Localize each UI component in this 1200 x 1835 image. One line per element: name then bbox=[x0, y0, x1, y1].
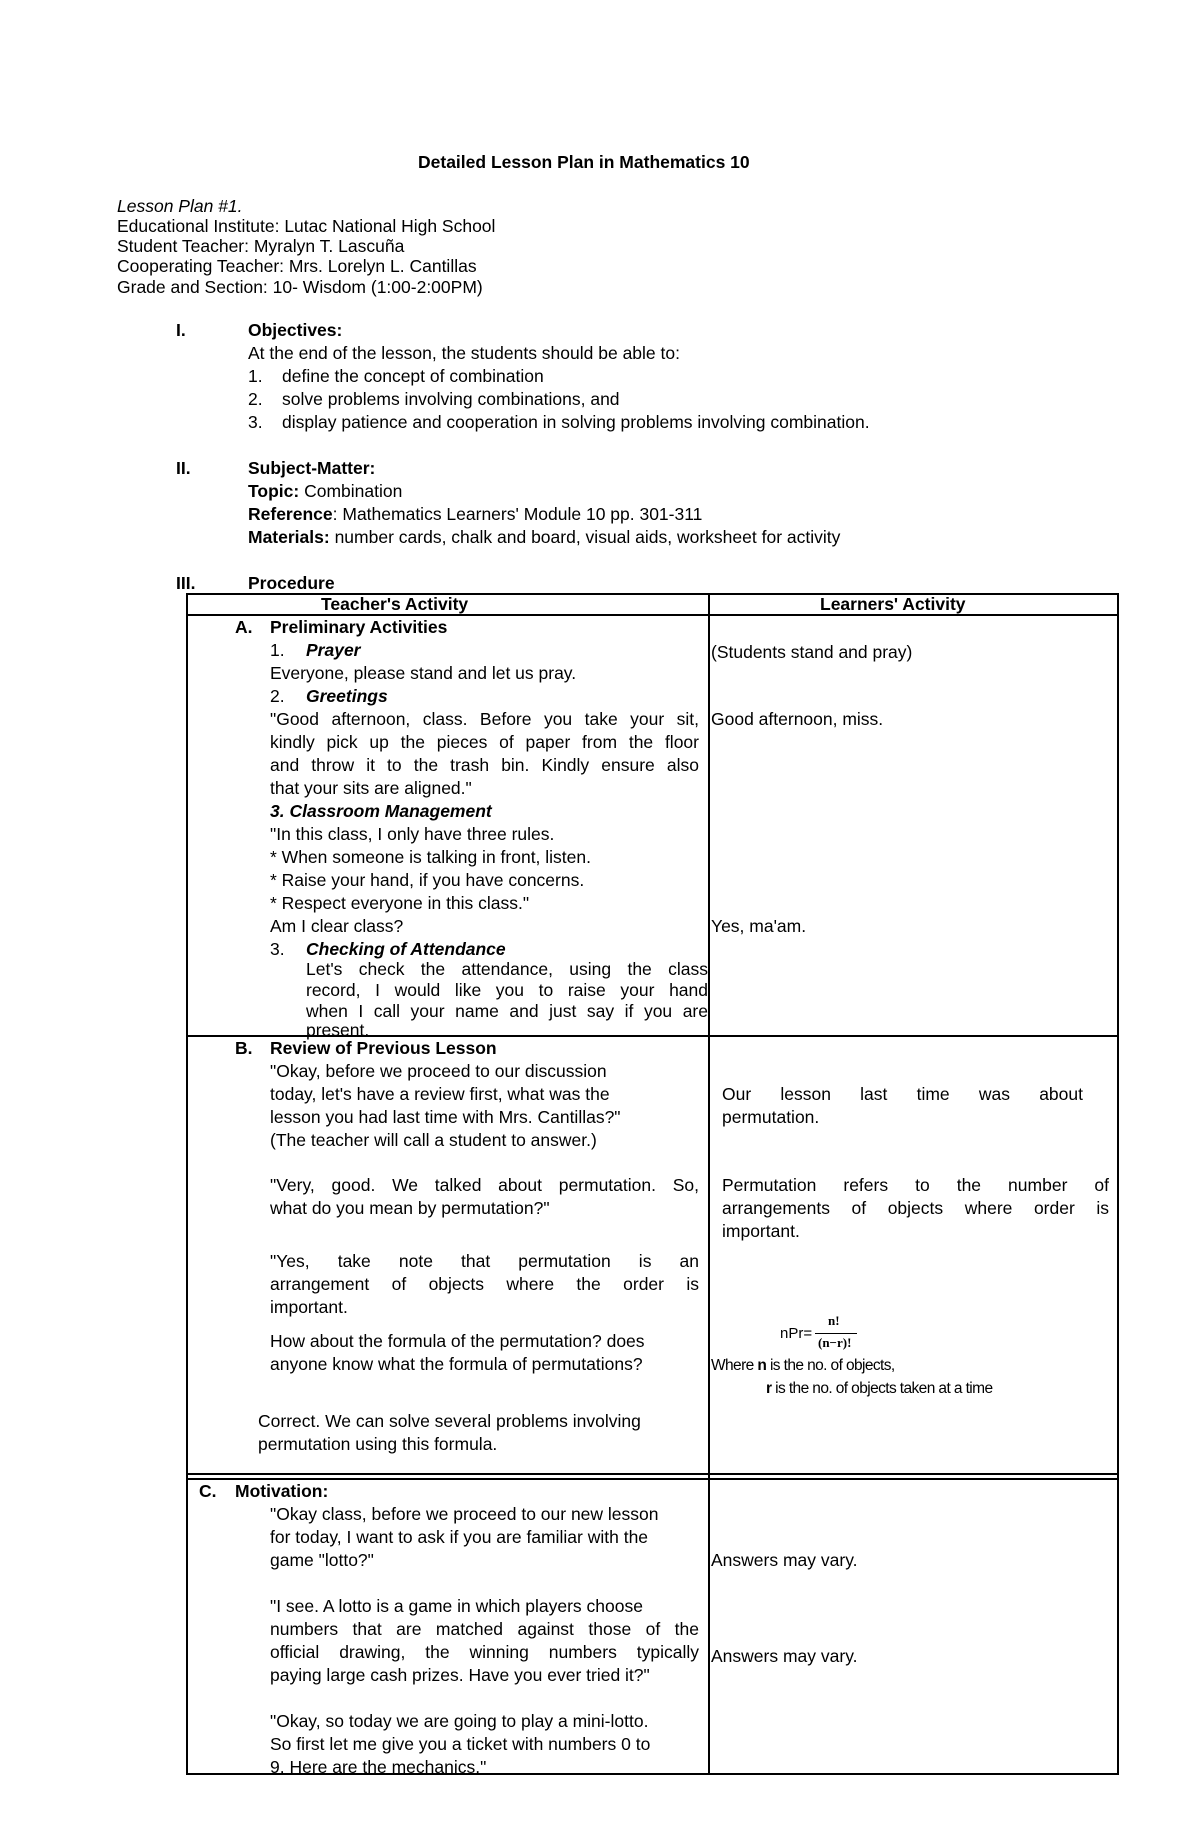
response-clear: Yes, ma'am. bbox=[711, 916, 807, 936]
educational-institute: Educational Institute: Lutac National High School bbox=[117, 216, 496, 236]
response-motivation: Answers may vary. bbox=[711, 1550, 858, 1570]
variable-r: r bbox=[766, 1380, 772, 1397]
table-border-left bbox=[186, 593, 188, 1775]
attendance-number: 3. bbox=[270, 939, 285, 959]
formula-lhs: nPr= bbox=[780, 1325, 813, 1342]
response-review: permutation. bbox=[722, 1107, 820, 1127]
rule-item: * Respect everyone in this class." bbox=[270, 893, 530, 913]
motivation-text: paying large cash prizes. Have you ever tried it?" bbox=[270, 1665, 650, 1685]
motivation-text: 9. Here are the mechanics." bbox=[270, 1757, 487, 1777]
procedure-number: III. bbox=[176, 573, 196, 593]
attendance-text: present. bbox=[306, 1020, 370, 1040]
prayer-text: Everyone, please stand and let us pray. bbox=[270, 663, 577, 683]
motivation-text: game "lotto?" bbox=[270, 1550, 374, 1570]
greetings-heading: Greetings bbox=[306, 686, 388, 706]
table-row-divider bbox=[186, 1473, 1119, 1475]
response-permutation: important. bbox=[722, 1221, 800, 1241]
student-teacher: Student Teacher: Myralyn T. Lascuña bbox=[117, 236, 405, 256]
greetings-number: 2. bbox=[270, 686, 285, 706]
section-a-heading: Preliminary Activities bbox=[270, 617, 448, 637]
objective-number: 1. bbox=[248, 366, 263, 386]
response-permutation: arrangements of objects where order is bbox=[722, 1198, 1109, 1218]
greetings-text: that your sits are aligned." bbox=[270, 778, 472, 798]
motivation-text: So first let me give you a ticket with numbers 0 to bbox=[270, 1734, 651, 1754]
lesson-plan-number: Lesson Plan #1. bbox=[117, 196, 243, 216]
review-text: anyone know what the formula of permutations? bbox=[270, 1354, 643, 1374]
objectives-heading: Objectives: bbox=[248, 320, 343, 340]
where-text: is the no. of objects, bbox=[766, 1357, 895, 1374]
column-header-teacher: Teacher's Activity bbox=[321, 594, 469, 614]
motivation-text: for today, I want to ask if you are familiar with the bbox=[270, 1527, 649, 1547]
table-column-divider bbox=[708, 593, 710, 1775]
table-border-right bbox=[1117, 593, 1119, 1775]
section-c-heading: Motivation: bbox=[235, 1481, 329, 1501]
formula-where-r bbox=[766, 1380, 992, 1398]
attendance-heading: Checking of Attendance bbox=[306, 939, 506, 959]
formula-numerator: n! bbox=[828, 1313, 840, 1328]
review-text: lesson you had last time with Mrs. Cantillas?" bbox=[270, 1107, 621, 1127]
motivation-text: "I see. A lotto is a game in which players choose bbox=[270, 1596, 643, 1616]
review-text: How about the formula of the permutation? does bbox=[270, 1331, 645, 1351]
objective-number: 2. bbox=[248, 389, 263, 409]
classroom-management-heading: 3. Classroom Management bbox=[270, 801, 492, 821]
topic-label: Topic: bbox=[248, 481, 300, 501]
section-b-heading: Review of Previous Lesson bbox=[270, 1038, 497, 1058]
objective-item: display patience and cooperation in solving problems involving combination. bbox=[282, 412, 870, 432]
response-permutation: Permutation refers to the number of bbox=[722, 1175, 1109, 1195]
motivation-text: "Okay, so today we are going to play a mini-lotto. bbox=[270, 1711, 649, 1731]
greetings-text: kindly pick up the pieces of paper from the floor bbox=[270, 732, 699, 752]
review-text: (The teacher will call a student to answer.) bbox=[270, 1130, 597, 1150]
attendance-text: Let's check the attendance, using the class bbox=[306, 959, 708, 979]
materials-value: number cards, chalk and board, visual aids, worksheet for activity bbox=[334, 527, 841, 547]
objective-number: 3. bbox=[248, 412, 263, 432]
table-row-divider bbox=[186, 1478, 1119, 1480]
response-review: Our lesson last time was about bbox=[722, 1084, 1083, 1104]
review-text: important. bbox=[270, 1297, 348, 1317]
review-text: "Very, good. We talked about permutation. So, bbox=[270, 1175, 699, 1195]
greetings-text: and throw it to the trash bin. Kindly ensure also bbox=[270, 755, 699, 775]
attendance-text: when I call your name and just say if you are bbox=[306, 1001, 708, 1021]
column-header-learner: Learners' Activity bbox=[820, 594, 966, 614]
review-text: what do you mean by permutation?" bbox=[270, 1198, 550, 1218]
response-greetings: Good afternoon, miss. bbox=[711, 709, 884, 729]
materials-label: Materials: bbox=[248, 527, 330, 547]
cooperating-teacher: Cooperating Teacher: Mrs. Lorelyn L. Cantillas bbox=[117, 256, 477, 276]
rule-item: * When someone is talking in front, listen. bbox=[270, 847, 591, 867]
topic-line bbox=[248, 481, 402, 502]
reference-label: Reference bbox=[248, 504, 333, 524]
grade-section: Grade and Section: 10- Wisdom (1:00-2:00PM) bbox=[117, 277, 483, 297]
variable-n: n bbox=[757, 1357, 767, 1374]
motivation-text: "Okay class, before we proceed to our new lesson bbox=[270, 1504, 659, 1524]
subject-number: II. bbox=[176, 458, 191, 478]
subject-heading: Subject-Matter: bbox=[248, 458, 376, 478]
section-a-letter: A. bbox=[235, 617, 253, 637]
review-text: Correct. We can solve several problems involving bbox=[258, 1411, 641, 1431]
formula-denominator: (n−r)! bbox=[818, 1335, 852, 1350]
prayer-heading: Prayer bbox=[306, 640, 361, 660]
review-text: permutation using this formula. bbox=[258, 1434, 498, 1454]
fraction-bar bbox=[815, 1333, 857, 1334]
review-text: "Okay, before we proceed to our discussion bbox=[270, 1061, 607, 1081]
clear-question: Am I clear class? bbox=[270, 916, 404, 936]
formula-where-n bbox=[711, 1357, 895, 1375]
reference-line bbox=[248, 504, 702, 525]
where-text: is the no. of objects taken at a time bbox=[771, 1380, 993, 1397]
where-text: Where bbox=[711, 1357, 758, 1374]
review-text: arrangement of objects where the order is bbox=[270, 1274, 699, 1294]
objective-item: define the concept of combination bbox=[282, 366, 544, 386]
review-text: "Yes, take note that permutation is an bbox=[270, 1251, 699, 1271]
greetings-text: "Good afternoon, class. Before you take your sit, bbox=[270, 709, 699, 729]
motivation-text: official drawing, the winning numbers typically bbox=[270, 1642, 699, 1662]
section-b-letter: B. bbox=[235, 1038, 253, 1058]
motivation-text: numbers that are matched against those of the bbox=[270, 1619, 699, 1639]
attendance-text: record, I would like you to raise your hand bbox=[306, 980, 708, 1000]
review-text: today, let's have a review first, what was the bbox=[270, 1084, 610, 1104]
response-prayer: (Students stand and pray) bbox=[711, 642, 913, 662]
prayer-number: 1. bbox=[270, 640, 285, 660]
objective-item: solve problems involving combinations, and bbox=[282, 389, 620, 409]
procedure-heading: Procedure bbox=[248, 573, 335, 593]
objectives-intro: At the end of the lesson, the students should be able to: bbox=[248, 343, 680, 363]
objectives-number: I. bbox=[176, 320, 186, 340]
section-c-letter: C. bbox=[199, 1481, 217, 1501]
topic-value: Combination bbox=[304, 481, 403, 501]
reference-value: : Mathematics Learners' Module 10 pp. 301-311 bbox=[332, 504, 703, 524]
response-motivation: Answers may vary. bbox=[711, 1646, 858, 1666]
rule-item: * Raise your hand, if you have concerns. bbox=[270, 870, 585, 890]
page-title: Detailed Lesson Plan in Mathematics 10 bbox=[418, 152, 750, 172]
rules-text: "In this class, I only have three rules. bbox=[270, 824, 555, 844]
materials-line bbox=[248, 527, 840, 548]
